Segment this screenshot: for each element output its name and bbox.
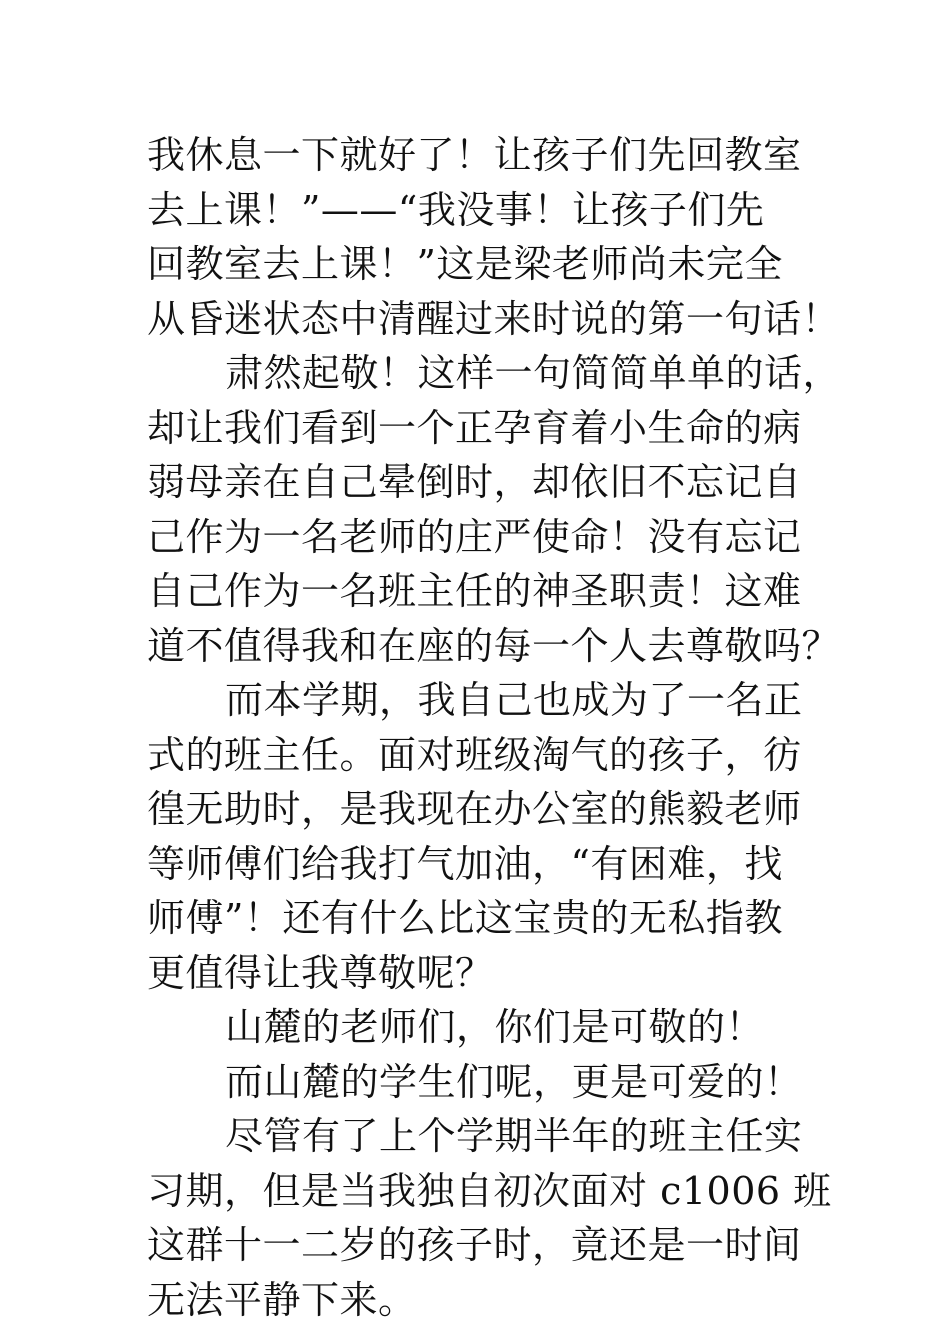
text-line: 道不值得我和在座的每一个人去尊敬吗？ xyxy=(147,623,841,668)
text-line: 尽管有了上个学期半年的班主任实 xyxy=(225,1114,803,1158)
text-line: 却让我们看到一个正孕育着小生命的病 xyxy=(147,405,802,450)
text-line: 弱母亲在自己晕倒时，却依旧不忘记自 xyxy=(147,460,802,504)
text-line: 习期，但是当我独自初次面对 c1006 班 xyxy=(147,1168,832,1213)
text-line: 山麓的老师们，你们是可敬的！ xyxy=(225,1005,765,1049)
text-line: 等师傅们给我打气加油，“有困难，找 xyxy=(147,841,783,886)
text-line: 我休息一下就好了！让孩子们先回教室 xyxy=(147,133,802,177)
text-line: 回教室去上课！”这是梁老师尚未完全 xyxy=(147,242,783,286)
text-line: 这群十一二岁的孩子时，竟还是一时间 xyxy=(147,1223,802,1267)
text-line: 师傅”！还有什么比这宝贵的无私指教 xyxy=(147,896,783,940)
text-line: 而山麓的学生们呢，更是可爱的！ xyxy=(225,1059,803,1104)
text-line: 而本学期，我自己也成为了一名正 xyxy=(225,678,803,722)
text-line: 更值得让我尊敬呢？ xyxy=(147,950,494,995)
body-text xyxy=(147,128,842,1327)
text-line: 无法平静下来。 xyxy=(147,1277,417,1322)
text-line: 徨无助时，是我现在办公室的熊毅老师 xyxy=(147,787,802,831)
text-line: 从昏迷状态中清醒过来时说的第一句话！ xyxy=(147,296,841,341)
text-line: 式的班主任。面对班级淘气的孩子，彷 xyxy=(147,732,802,777)
text-line: 去上课！”——“我没事！让孩子们先 xyxy=(147,187,765,232)
text-line: 自己作为一名班主任的神圣职责！这难 xyxy=(147,569,802,613)
text-line: 己作为一名老师的庄严使命！没有忘记 xyxy=(147,514,802,559)
text-line: 肃然起敬！这样一句简简单单的话， xyxy=(225,351,842,395)
